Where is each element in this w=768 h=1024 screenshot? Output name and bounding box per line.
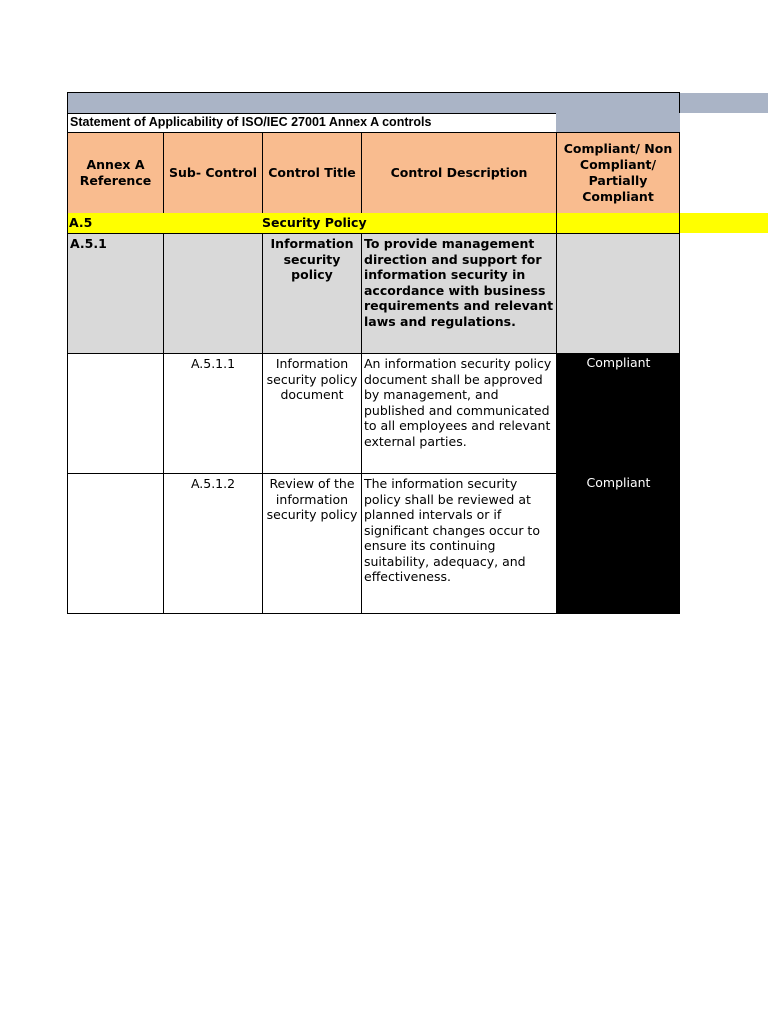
section-ref: A.5 (69, 215, 93, 230)
row-objective-control-title (262, 233, 362, 354)
header-annex-ref (67, 132, 164, 214)
control-title-value: Information security policy document (266, 356, 358, 402)
row-a512-compliance[interactable] (556, 473, 680, 614)
row-a511-annex-ref (67, 353, 164, 474)
top-banner-extension (680, 93, 768, 113)
sub-control-value: A.5.1.1 (190, 356, 236, 371)
row-a511-sub-control (163, 353, 263, 474)
row-a512-control-description (361, 473, 557, 614)
header-sub-control-label: Sub- Control (168, 165, 258, 180)
row-a511-compliance[interactable] (556, 353, 680, 474)
control-title-value: Information security policy (270, 236, 354, 282)
row-a512-control-title (262, 473, 362, 614)
annex-ref-value: A.5.1 (70, 236, 107, 251)
top-banner-bar (67, 92, 680, 114)
row-a512-annex-ref (67, 473, 164, 614)
header-control-title (262, 132, 362, 214)
section-row-compliance-frame (556, 213, 680, 234)
row-objective-sub-control (163, 233, 263, 354)
compliance-value: Compliant (586, 355, 651, 370)
row-a512-sub-control (163, 473, 263, 614)
control-description-value: An information security policy document shall be approved by management, and published and communicated to all employees and relevant external parties. (364, 356, 552, 449)
header-control-title-label: Control Title (268, 165, 356, 180)
header-sub-control (163, 132, 263, 214)
control-description-value: The information security policy shall be reviewed at planned intervals or if significant changes occur to ensure its continuing suitability, adequacy, and effectiveness. (364, 476, 540, 584)
title-row (67, 113, 556, 133)
compliance-value: Compliant (586, 475, 651, 490)
section-title: Security Policy (262, 215, 367, 230)
sub-control-value: A.5.1.2 (190, 476, 236, 491)
header-control-description (361, 132, 557, 214)
row-a511-control-title (262, 353, 362, 474)
header-annex-ref-label: Annex A Reference (79, 157, 152, 188)
header-control-description-label: Control Description (390, 165, 528, 180)
row-objective-compliance (556, 233, 680, 354)
header-compliance (556, 132, 680, 214)
page-title: Statement of Applicability of ISO/IEC 27001 Annex A controls (70, 115, 432, 129)
header-compliance-label: Compliant/ Non Compliant/ Partially Compliant (563, 141, 673, 204)
row-objective-control-description (361, 233, 557, 354)
row-a511-control-description (361, 353, 557, 474)
control-title-value: Review of the information security policy (266, 476, 358, 522)
control-description-value: To provide management direction and support for information security in accordance with business requirements and relevant laws and regulations. (364, 236, 554, 329)
title-row-compliance-cell (556, 113, 680, 133)
row-objective-annex-ref (67, 233, 164, 354)
